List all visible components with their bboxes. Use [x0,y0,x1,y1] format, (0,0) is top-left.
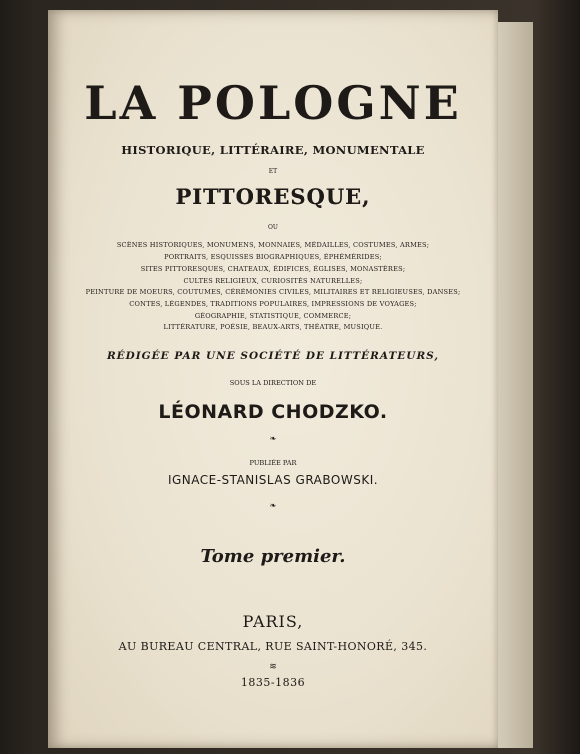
title-second-word: PITTORESQUE, [175,184,371,209]
ornament-icon: ❧ [269,434,277,443]
contents-line: PORTRAITS, ESQUISSES BIOGRAPHIQUES, ÉPHÉMÉRIDES; [164,253,382,261]
contents-line: CULTES RELIGIEUX, CURIOSITÉS NATURELLES; [183,277,363,285]
direction-line: SOUS LA DIRECTION DE [229,379,317,387]
contents-line: SITES PITTORESQUES, CHATEAUX, ÉDIFICES, ÉGLISES, MONASTÈRES; [140,265,406,273]
publisher-name: IGNACE-STANISLAS GRABOWSKI. [167,473,379,487]
wave-ornament-icon: ≋ [269,662,277,672]
book-title: LA POLOGNE [84,76,462,130]
conjunction: ET [268,168,278,175]
contents-line: CONTES, LÉGENDES, TRADITIONS POPULAIRES, IMPRESSIONS DE VOYAGES; [129,300,417,308]
ornament-icon: ❧ [269,501,277,510]
imprint-city: PARIS, [242,612,304,631]
published-by-line: PUBLIÉE PAR [249,459,297,467]
or-word: OU [268,224,278,231]
publication-years: 1835-1836 [240,676,306,689]
contents-line: GÉOGRAPHIE, STATISTIQUE, COMMERCE; [194,312,352,320]
contents-line: SCÈNES HISTORIQUES, MONUMENS, MONNAIES, MÉDAILLES, COSTUMES, ARMES; [116,241,430,249]
contents-line: LITTÉRATURE, POÉSIE, BEAUX-ARTS, THÉATRE, MUSIQUE. [163,323,383,331]
contents-line: PEINTURE DE MOEURS, COUTUMES, CÉRÉMONIES CIVILES, MILITAIRES ET RELIGIEUSES, DANSES; [85,288,461,296]
author-name: LÉONARD CHODZKO. [158,401,388,423]
edited-by-line: RÉDIGÉE PAR UNE SOCIÉTÉ DE LITTÉRATEURS, [106,350,440,362]
subtitle: HISTORIQUE, LITTÉRAIRE, MONUMENTALE [121,143,425,157]
volume-label: Tome premier. [200,546,346,567]
title-page [48,10,498,748]
imprint-address: AU BUREAU CENTRAL, RUE SAINT-HONORÉ, 345. [118,640,428,653]
